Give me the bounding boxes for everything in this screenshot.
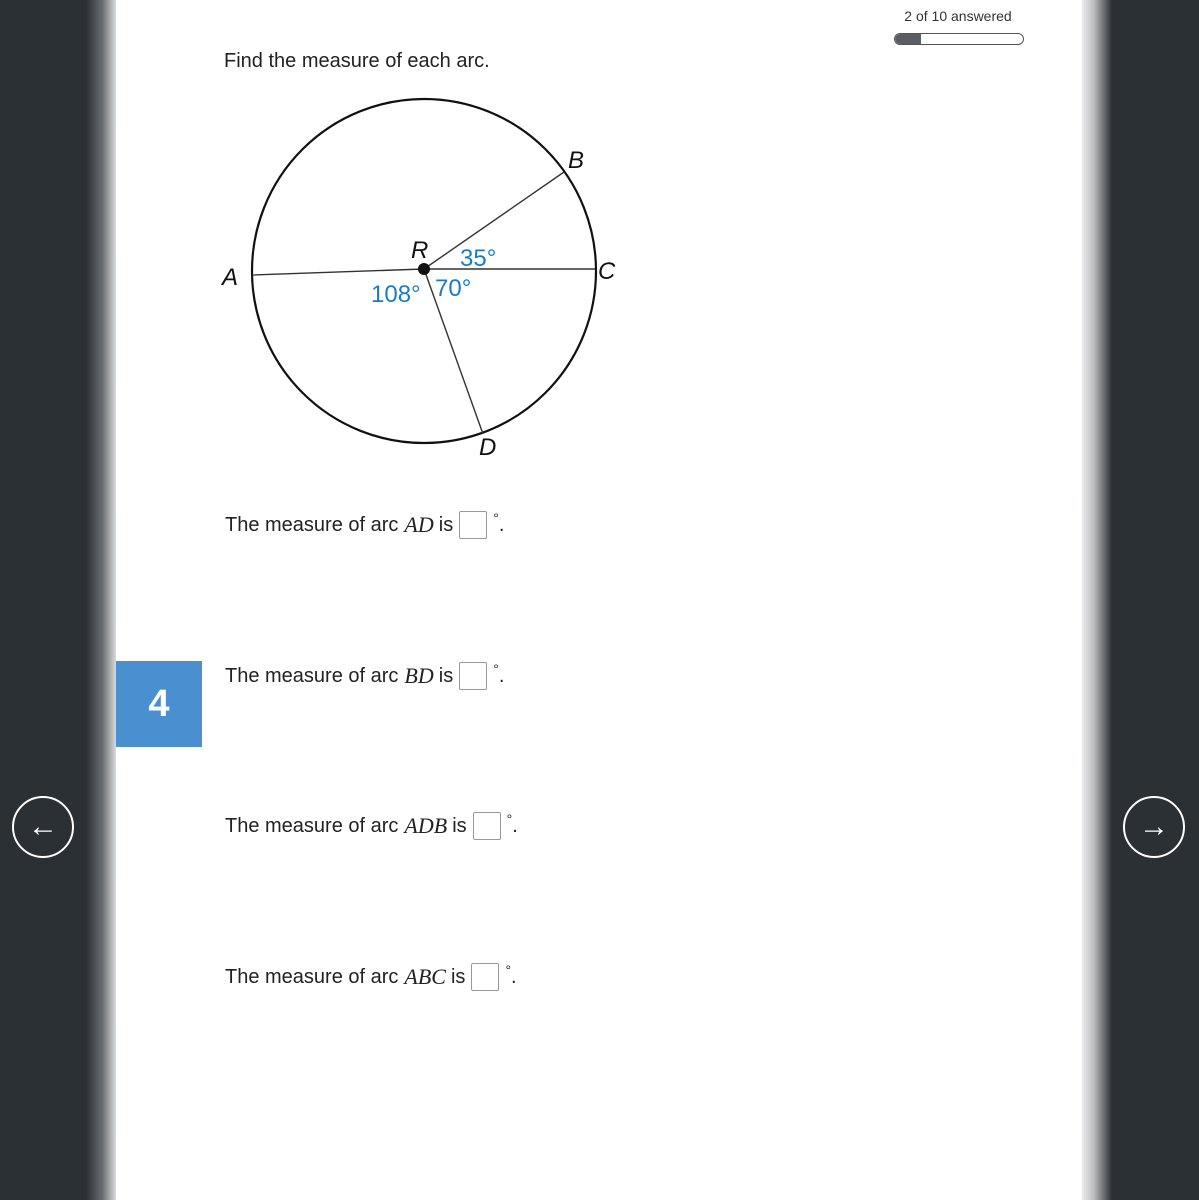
prompt-period: . [498,664,505,687]
arc-name: ABC [404,964,446,989]
degree-symbol: ° [493,661,499,677]
prompt-arc-adb [225,812,518,840]
degree-symbol: ° [505,962,512,978]
arrow-left-icon: ← [28,810,58,843]
degree-symbol: ° [493,510,499,526]
answer-input-ad[interactable] [459,511,487,539]
answer-input-adb[interactable] [473,812,501,840]
question-number-badge: 4 [116,661,202,747]
progress-label: 2 of 10 answered [904,8,1012,24]
prompt-lead: The measure of arc [225,664,399,687]
prompt-lead: The measure of arc [225,814,399,837]
previous-question-button[interactable] [12,796,74,858]
prompt-period: . [498,513,505,536]
arc-name: BD [404,663,434,688]
prompt-period: . [512,814,518,837]
progress-bar-fill [895,34,921,44]
center-point [418,263,430,275]
prompt-lead: The measure of arc [225,513,399,536]
angle-label-70: 70° [435,275,472,302]
question-instructions: Find the measure of each arc. [224,50,490,72]
prompt-arc-ad [225,511,504,539]
circle-diagram [215,88,635,468]
prompt-tail: is [438,664,454,687]
prompt-lead: The measure of arc [225,965,399,988]
prompt-arc-bd [225,662,504,690]
angle-label-35: 35° [460,245,497,272]
right-page-shadow [1082,0,1112,1200]
label-r: R [411,237,429,264]
arrow-right-icon: → [1139,810,1169,843]
answer-input-abc[interactable] [471,963,499,991]
prompt-tail: is [438,513,454,536]
prompt-arc-abc [225,963,517,991]
next-question-button[interactable] [1123,796,1185,858]
degree-symbol: ° [506,811,513,827]
answer-input-bd[interactable] [459,662,487,690]
label-b: B [568,147,585,174]
label-d: D [479,434,497,461]
left-page-shadow [86,0,116,1200]
prompt-tail: is [452,814,467,837]
arc-name: ADB [404,813,448,838]
angle-label-108: 108° [371,281,421,308]
label-c: C [598,258,616,285]
prompt-period: . [511,965,517,988]
prompt-tail: is [450,965,466,988]
radius-ra [252,269,424,275]
arc-name: AD [404,512,434,537]
label-a: A [222,264,239,291]
progress-bar [894,33,1024,45]
